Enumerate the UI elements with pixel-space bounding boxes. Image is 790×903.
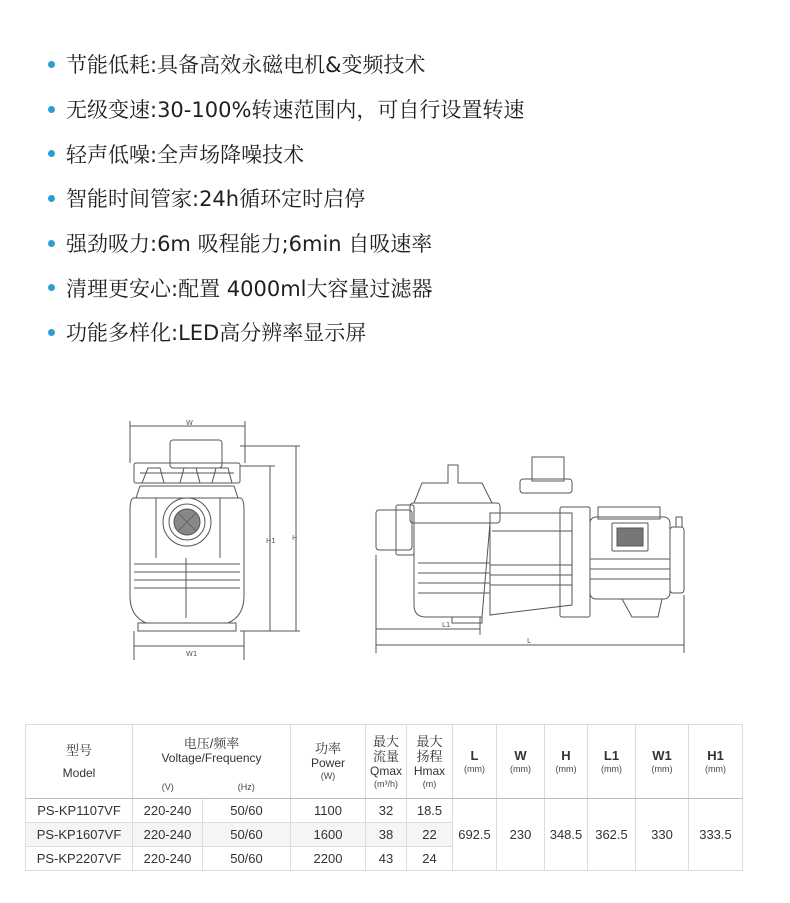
header-w xyxy=(497,725,545,799)
header-power-en: Power xyxy=(310,756,345,770)
header-h1-label: H1 xyxy=(707,748,724,763)
dim-label-w: W xyxy=(186,419,193,427)
header-h1 xyxy=(689,725,743,799)
header-hmax-cn: 最大扬程 xyxy=(416,733,443,764)
cell-dim-l1: 362.5 xyxy=(588,799,636,871)
feature-item xyxy=(48,310,524,355)
header-w-label: W xyxy=(514,748,527,763)
header-h-label: H xyxy=(561,748,571,763)
dim-label-w1: W1 xyxy=(186,650,198,658)
feature-item xyxy=(48,87,524,132)
cell-hmax: 22 xyxy=(407,823,453,847)
feature-item xyxy=(48,221,524,266)
header-l xyxy=(453,725,497,799)
unit-v-text: (V) xyxy=(161,781,174,792)
header-h xyxy=(545,725,588,799)
cell-qmax: 32 xyxy=(366,799,407,823)
unit-hz-text: (Hz) xyxy=(237,781,255,792)
cell-dim-h: 348.5 xyxy=(545,799,588,871)
header-w1 xyxy=(636,725,689,799)
cell-hmax: 24 xyxy=(407,847,453,871)
feature-item xyxy=(48,176,524,221)
feature-text: 清理更安心:配置 4000ml大容量过滤器 xyxy=(66,276,433,301)
cell-dim-w: 230 xyxy=(497,799,545,871)
feature-text: 无级变速:30-100%转速范围内，可自行设置转速 xyxy=(66,98,525,123)
dim-label-l1: L1 xyxy=(442,621,451,629)
pump-side-view-drawing xyxy=(362,455,697,655)
cell-frequency: 50/60 xyxy=(203,799,291,823)
header-power-unit: (W) xyxy=(320,771,336,781)
header-qmax xyxy=(366,725,407,799)
header-unit-hz xyxy=(203,777,291,799)
header-w1-label: W1 xyxy=(652,748,672,763)
header-unit-v xyxy=(133,777,203,799)
cell-dim-h1: 333.5 xyxy=(689,799,743,871)
table-row xyxy=(26,799,743,823)
dim-label-h: H xyxy=(292,534,298,542)
header-model-en: Model xyxy=(62,765,96,780)
cell-model: PS-KP1607VF xyxy=(26,823,133,847)
header-hmax-unit: (m) xyxy=(422,778,437,789)
header-l-unit: (mm) xyxy=(464,764,485,774)
cell-qmax: 38 xyxy=(366,823,407,847)
cell-model: PS-KP2207VF xyxy=(26,847,133,871)
feature-list xyxy=(48,42,524,355)
cell-qmax: 43 xyxy=(366,847,407,871)
cell-frequency: 50/60 xyxy=(203,847,291,871)
bullet-icon xyxy=(48,329,55,336)
pump-front-view-drawing xyxy=(120,418,310,668)
cell-frequency: 50/60 xyxy=(203,823,291,847)
feature-text: 功能多样化:LED高分辨率显示屏 xyxy=(66,321,367,346)
header-qmax-en: Qmax xyxy=(369,763,402,778)
header-model-cn: 型号 xyxy=(65,742,92,758)
header-hmax-en: Hmax xyxy=(413,763,446,778)
cell-power: 1600 xyxy=(291,823,366,847)
feature-item xyxy=(48,131,524,176)
feature-text: 智能时间管家:24h循环定时启停 xyxy=(66,187,366,212)
cell-voltage: 220-240 xyxy=(133,847,203,871)
header-qmax-unit: (m³/h) xyxy=(374,778,398,789)
cell-hmax: 18.5 xyxy=(407,799,453,823)
header-l1-label: L1 xyxy=(603,748,620,763)
feature-item xyxy=(48,265,524,310)
header-vf-en: Voltage/Frequency xyxy=(161,750,262,765)
feature-text: 轻声低噪:全声场降噪技术 xyxy=(66,142,305,167)
header-power xyxy=(291,725,366,799)
header-w-unit: (mm) xyxy=(510,764,531,774)
header-w1-unit: (mm) xyxy=(651,764,673,774)
cell-voltage: 220-240 xyxy=(133,823,203,847)
bullet-icon xyxy=(48,284,55,291)
header-power-cn: 功率 xyxy=(314,741,341,756)
header-qmax-cn: 最大流量 xyxy=(372,733,399,764)
header-hmax xyxy=(407,725,453,799)
spec-table xyxy=(25,724,743,871)
cell-voltage: 220-240 xyxy=(133,799,203,823)
feature-text: 节能低耗:具备高效永磁电机&变频技术 xyxy=(66,53,426,78)
header-l1 xyxy=(588,725,636,799)
bullet-icon xyxy=(48,106,55,113)
bullet-icon xyxy=(48,61,55,68)
bullet-icon xyxy=(48,150,55,157)
feature-item xyxy=(48,42,524,87)
bullet-icon xyxy=(48,195,55,202)
bullet-icon xyxy=(48,240,55,247)
header-h1-unit: (mm) xyxy=(705,764,726,774)
cell-power: 2200 xyxy=(291,847,366,871)
cell-dim-l: 692.5 xyxy=(453,799,497,871)
dim-label-l: L xyxy=(527,637,531,645)
cell-power: 1100 xyxy=(291,799,366,823)
header-l-label: L xyxy=(470,748,479,763)
dim-label-h1: H1 xyxy=(266,537,276,545)
feature-text: 强劲吸力:6m 吸程能力;6min 自吸速率 xyxy=(66,232,433,257)
cell-dim-w1: 330 xyxy=(636,799,689,871)
cell-model: PS-KP1107VF xyxy=(26,799,133,823)
header-l1-unit: (mm) xyxy=(601,764,622,774)
header-vf-cn: 电压/频率 xyxy=(183,735,240,751)
header-model xyxy=(26,725,133,799)
header-voltage-frequency xyxy=(133,725,291,777)
header-h-unit: (mm) xyxy=(555,764,577,774)
